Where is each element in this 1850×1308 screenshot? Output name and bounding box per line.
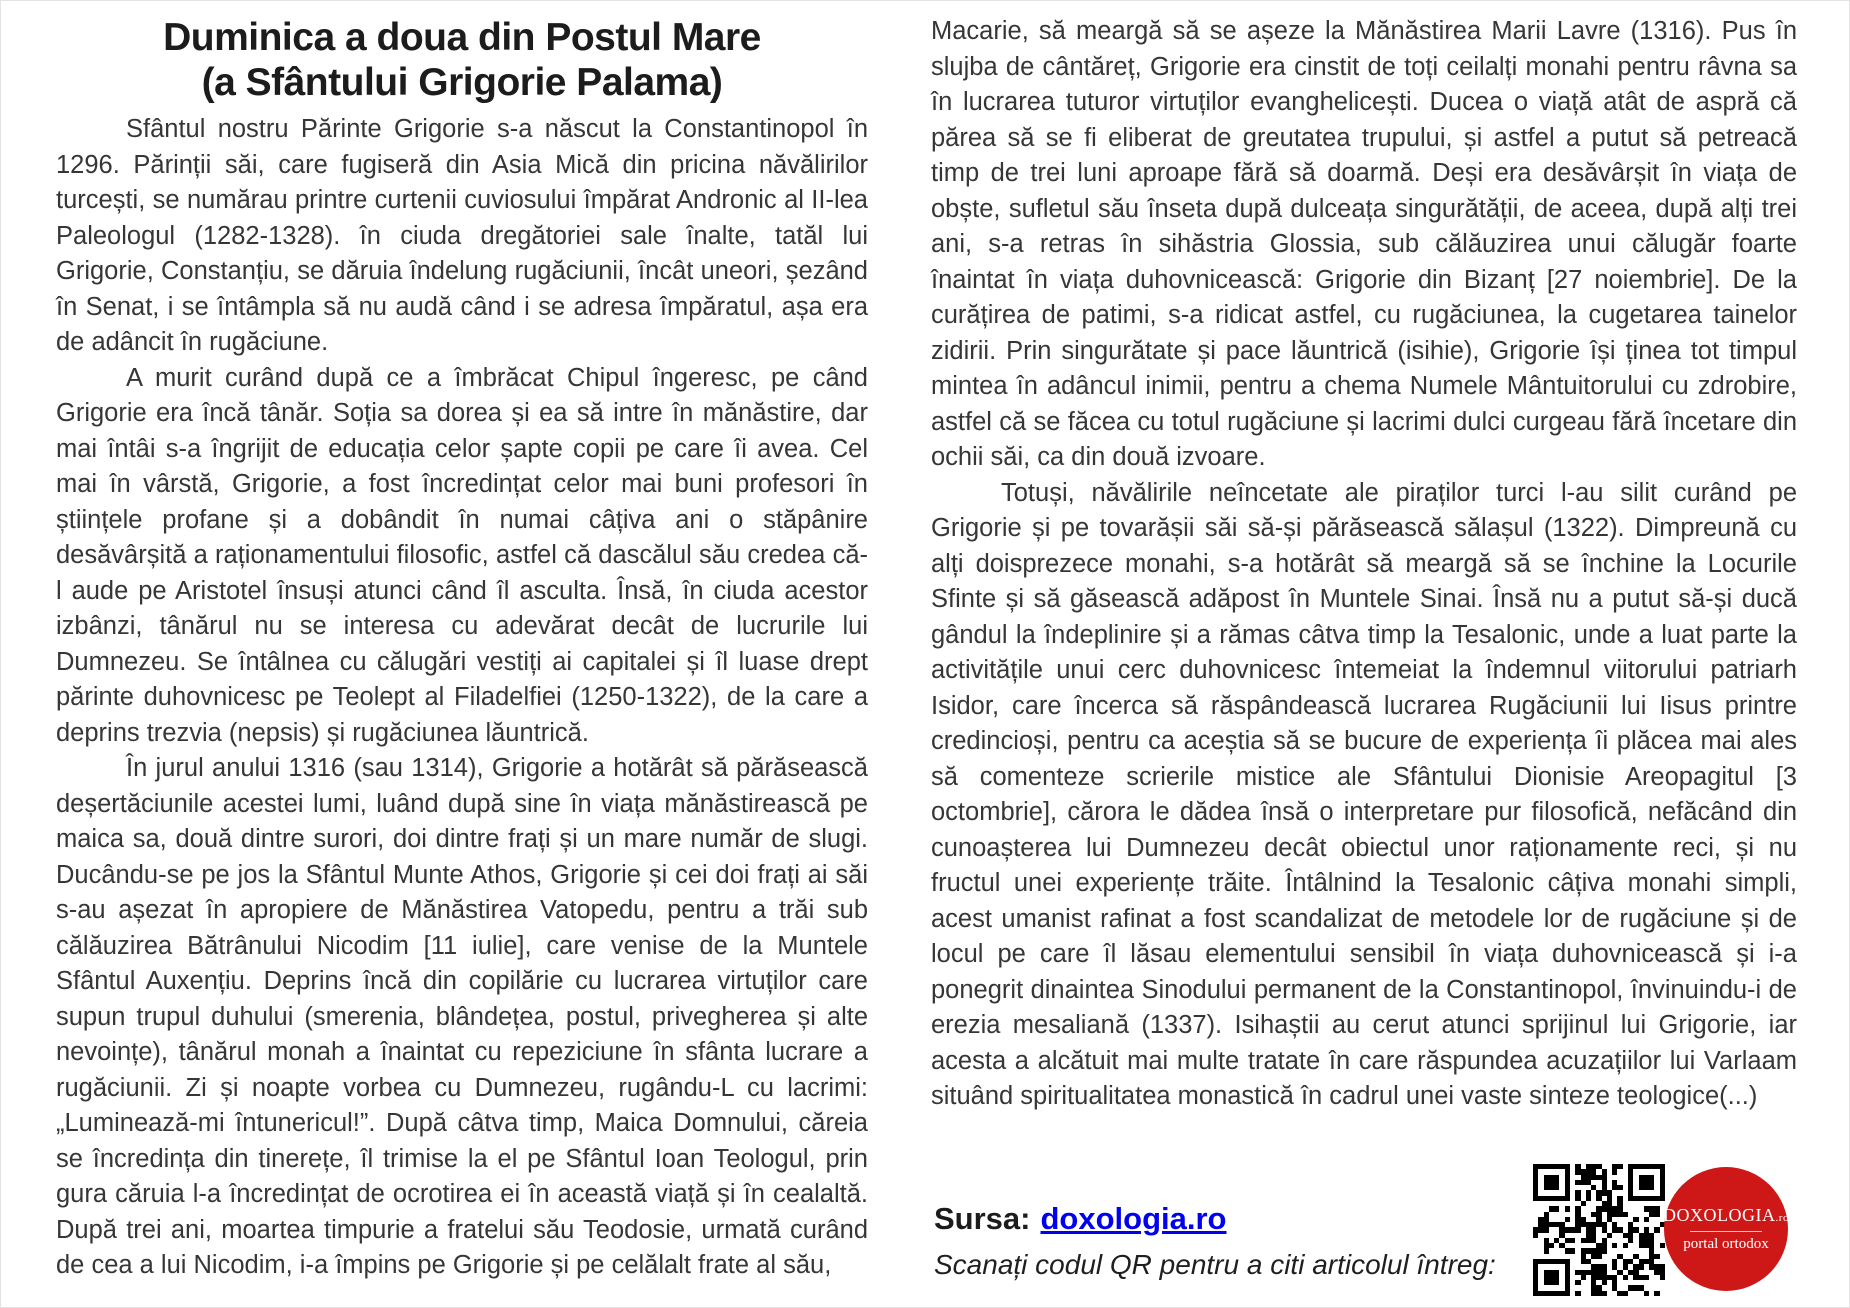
paragraph-athos: În jurul anului 1316 (sau 1314), Grigorie a hotărât să părăsească deșertăciunile acestei lumi, luând după sine în viața mănăstirească pe maica sa, două dintre surori, doi dintre frați și un mare număr de slugi. Ducându-se pe jos la Sfântul Munte Athos, Grigorie și cei doi frați ai săi s-au așezat în apropiere de Mănăstirea Vatopedu, pentru a trăi sub călăuzirea Bătrânului Nicodim [11 iulie], care venise de la Muntele Sfântul Auxențiu. Deprins încă din copilărie cu lucrarea virtuților care supun trupul duhului (smerenia, blândețea, postul, privegherea și alte nevoințe), tânărul monah a înaintat cu repeziciune în sfânta lucrare a rugăciunii. Zi și noapte vorbea cu Dumnezeu, rugându-L cu lacrimi: „Luminează-mi întunericul!”. După câtva timp, Maica Domnului, căreia se încredința din tinerețe, îl trimise la el pe Sfântul Ioan Teologul, prin gura căruia l-a încredințat de ocrotirea ei în această viață și în cealaltă. După trei ani, moartea timpurie a fratelui său Teodosie, urmată curând de cea a lui Nicodim, i-a împins pe Grigorie și pe celălalt frate al său, xyxy=(56,754,868,1279)
paragraph-birth: Sfântul nostru Părinte Grigorie s-a născut la Constantinopol în 1296. Părinții săi, care fugiseră din Asia Mică din pricina năvălirilor turcești, se numărau printre curtenii cuviosului împărat Andronic al II-lea Paleologul (1282-1328). în ciuda dregătoriei sale înalte, tatăl lui Grigorie, Constanțiu, se dăruia îndelung rugăciunii, încât uneori, șezând în Senat, i se întâmpla să nu audă când i se adresa împăratul, așa era de adâncit în rugăciune. xyxy=(56,115,868,356)
source-link[interactable]: doxologia.ro xyxy=(1040,1201,1227,1236)
page-title xyxy=(56,15,868,105)
logo-name: DOXOLOGIA xyxy=(1663,1205,1776,1225)
page-title-line-2: (a Sfântului Grigorie Palama) xyxy=(201,61,723,104)
paragraph-youth: A murit curând după ce a îmbrăcat Chipul îngeresc, pe când Grigorie era încă tânăr. Soția sa dorea și ea să intre în mănăstire, dar mai întâi s-a îngrijit de educația celor șapte copii pe care îi avea. Cel mai în vârstă, Grigorie, a fost încredințat celor mai buni profesori în științele profane și a dobândit în numai câțiva ani o stăpânire desăvârșită a raționamentului filosofic, astfel că dascălul său credea că-l aude pe Aristotel însuși atunci când îl asculta. Însă, în ciuda acestor izbânzi, tânărul nu se interesa cu adevărat decât de lucrurile lui Dumnezeu. Se întâlnea cu călugări vestiți ai capitalei și îl luase drept părinte duhovnicesc pe Teolept al Filadelfiei (1250-1322), de la care a deprins trezvia (nepsis) și rugăciunea lăuntrică. xyxy=(56,363,868,747)
source-label: Sursa: xyxy=(934,1201,1031,1236)
qr-code xyxy=(1533,1164,1665,1296)
doxologia-logo xyxy=(1664,1167,1788,1291)
logo-divider xyxy=(1690,1231,1762,1232)
paragraph-hesychasm: Totuși, năvălirile neîncetate ale piraților turci l-au silit curând pe Grigorie și pe tovarășii săi să-și părăsească sălașul (1322). Dimpreună cu alți doisprezece monahi, s-a hotărât să meargă să se închine la Locurile Sfinte și să găsească adăpost în Muntele Sinai. Însă nu a putut să-și ducă gândul la îndeplinire și a rămas câtva timp la Tesalonic, unde a luat parte la activitățile unui cerc duhovnicesc întemeiat la îndemnul viitorului patriarh Isidor, care încerca să răspândească lucrarea Rugăciunii lui Iisus printre credincioși, pentru ca aceștia să se bucure de experiența îi plăcea mai ales să comenteze scrierile mistice ale Sfântului Dionisie Areopagitul [3 octombrie], cărora le dădea însă o interpretare pur filosofică, nefăcând din cunoașterea lui Dumnezeu decât obiectul unor raționamente reci, și nu fructul unei experiențe trăite. Întâlnind la Tesalonic câțiva monahi simpli, acest umanist rafinat a fost scandalizat de metodele lor de rugăciune și de locul pe care îl lăsau elementului sensibil în viața duhovnicească și i-a ponegrit dinaintea Sinodului permanent de la Constantinopol, învinuindu-i de erezia mesaliană (1337). Isihaștii au cerut atunci sprijinul lui Grigorie, iar acesta a alcătuit mai multe tratate în care răspundea acuzațiilor lui Varlaam situând spiritualitatea monastică în cadrul unei vaste sinteze teologice(...) xyxy=(931,478,1797,1110)
logo-name-row xyxy=(1663,1205,1789,1226)
left-column xyxy=(56,112,868,1284)
logo-tagline: portal ortodox xyxy=(1683,1236,1769,1252)
source-line xyxy=(934,1201,1226,1237)
paragraph-lavra: Macarie, să meargă să se așeze la Mănăstirea Marii Lavre (1316). Pus în slujba de cântăreț, Grigorie era cinstit de toți ceilalți monahi pentru râvna sa în lucrarea tuturor virtuților evanghelicești. Ducea o viață atât de aspră că părea să se fi eliberat de greutatea trupului, și astfel a putut să petreacă timp de trei luni aproape fără să doarmă. Deși era desăvârșit în viața de obște, sufletul său înseta după dulceața singurătății, de aceea, după alți trei ani, s-a retras în sihăstria Glossia, sub călăuzirea unui călugăr foarte înaintat în viața duhovnicească: Grigorie din Bizanț [27 noiembrie]. De la curățirea de patimi, s-a ridicat astfel, cu rugăciunea, la cugetarea tainelor zidirii. Prin singurătate și pace lăuntrică (isihie), Grigorie își ținea tot timpul mintea în adâncul inimii, pentru a chema Numele Mântuitorului cu zdrobire, astfel că se făcea cu totul rugăciune și lacrimi dulci curgeau fără încetare din ochii săi, ca din două izvoare. xyxy=(931,17,1797,471)
qr-caption: Scanați codul QR pentru a citi articolul întreg: xyxy=(934,1249,1496,1280)
page-title-line-1: Duminica a doua din Postul Mare xyxy=(163,16,761,59)
right-column xyxy=(931,14,1797,1115)
logo-tld: .ro xyxy=(1775,1212,1789,1224)
